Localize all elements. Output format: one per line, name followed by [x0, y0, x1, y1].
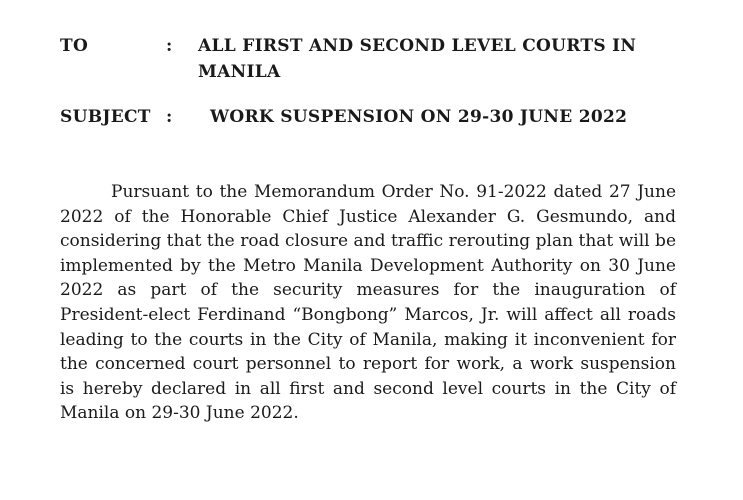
subject-text: WORK SUSPENSION ON 29-30 JUNE 2022: [210, 107, 628, 127]
to-colon: :: [166, 36, 173, 56]
subject-colon: :: [166, 107, 173, 127]
to-label: TO: [60, 36, 89, 56]
to-recipients: ALL FIRST AND SECOND LEVEL COURTS IN MANILA: [198, 36, 637, 82]
subject-label: SUBJECT: [60, 107, 151, 127]
memo-body-paragraph: Pursuant to the Memorandum Order No. 91-2022 dated 27 June 2022 of the Honorable Chief Justice Alexander G. Gesmundo, and considering that the road closure and traffic rerouting plan that will be implemented by the Metro Manila Development Authority on 30 June 2022 as part of the security measures for the inauguration of President-elect Ferdinand “Bongbong” Marcos, Jr. will affect all roads leading to the courts in the City of Manila, making it inconvenient for the concerned court personnel to report for work, a work suspension is hereby declared in all first and second level courts in the City of Manila on 29-30 June 2022.: [60, 182, 676, 424]
